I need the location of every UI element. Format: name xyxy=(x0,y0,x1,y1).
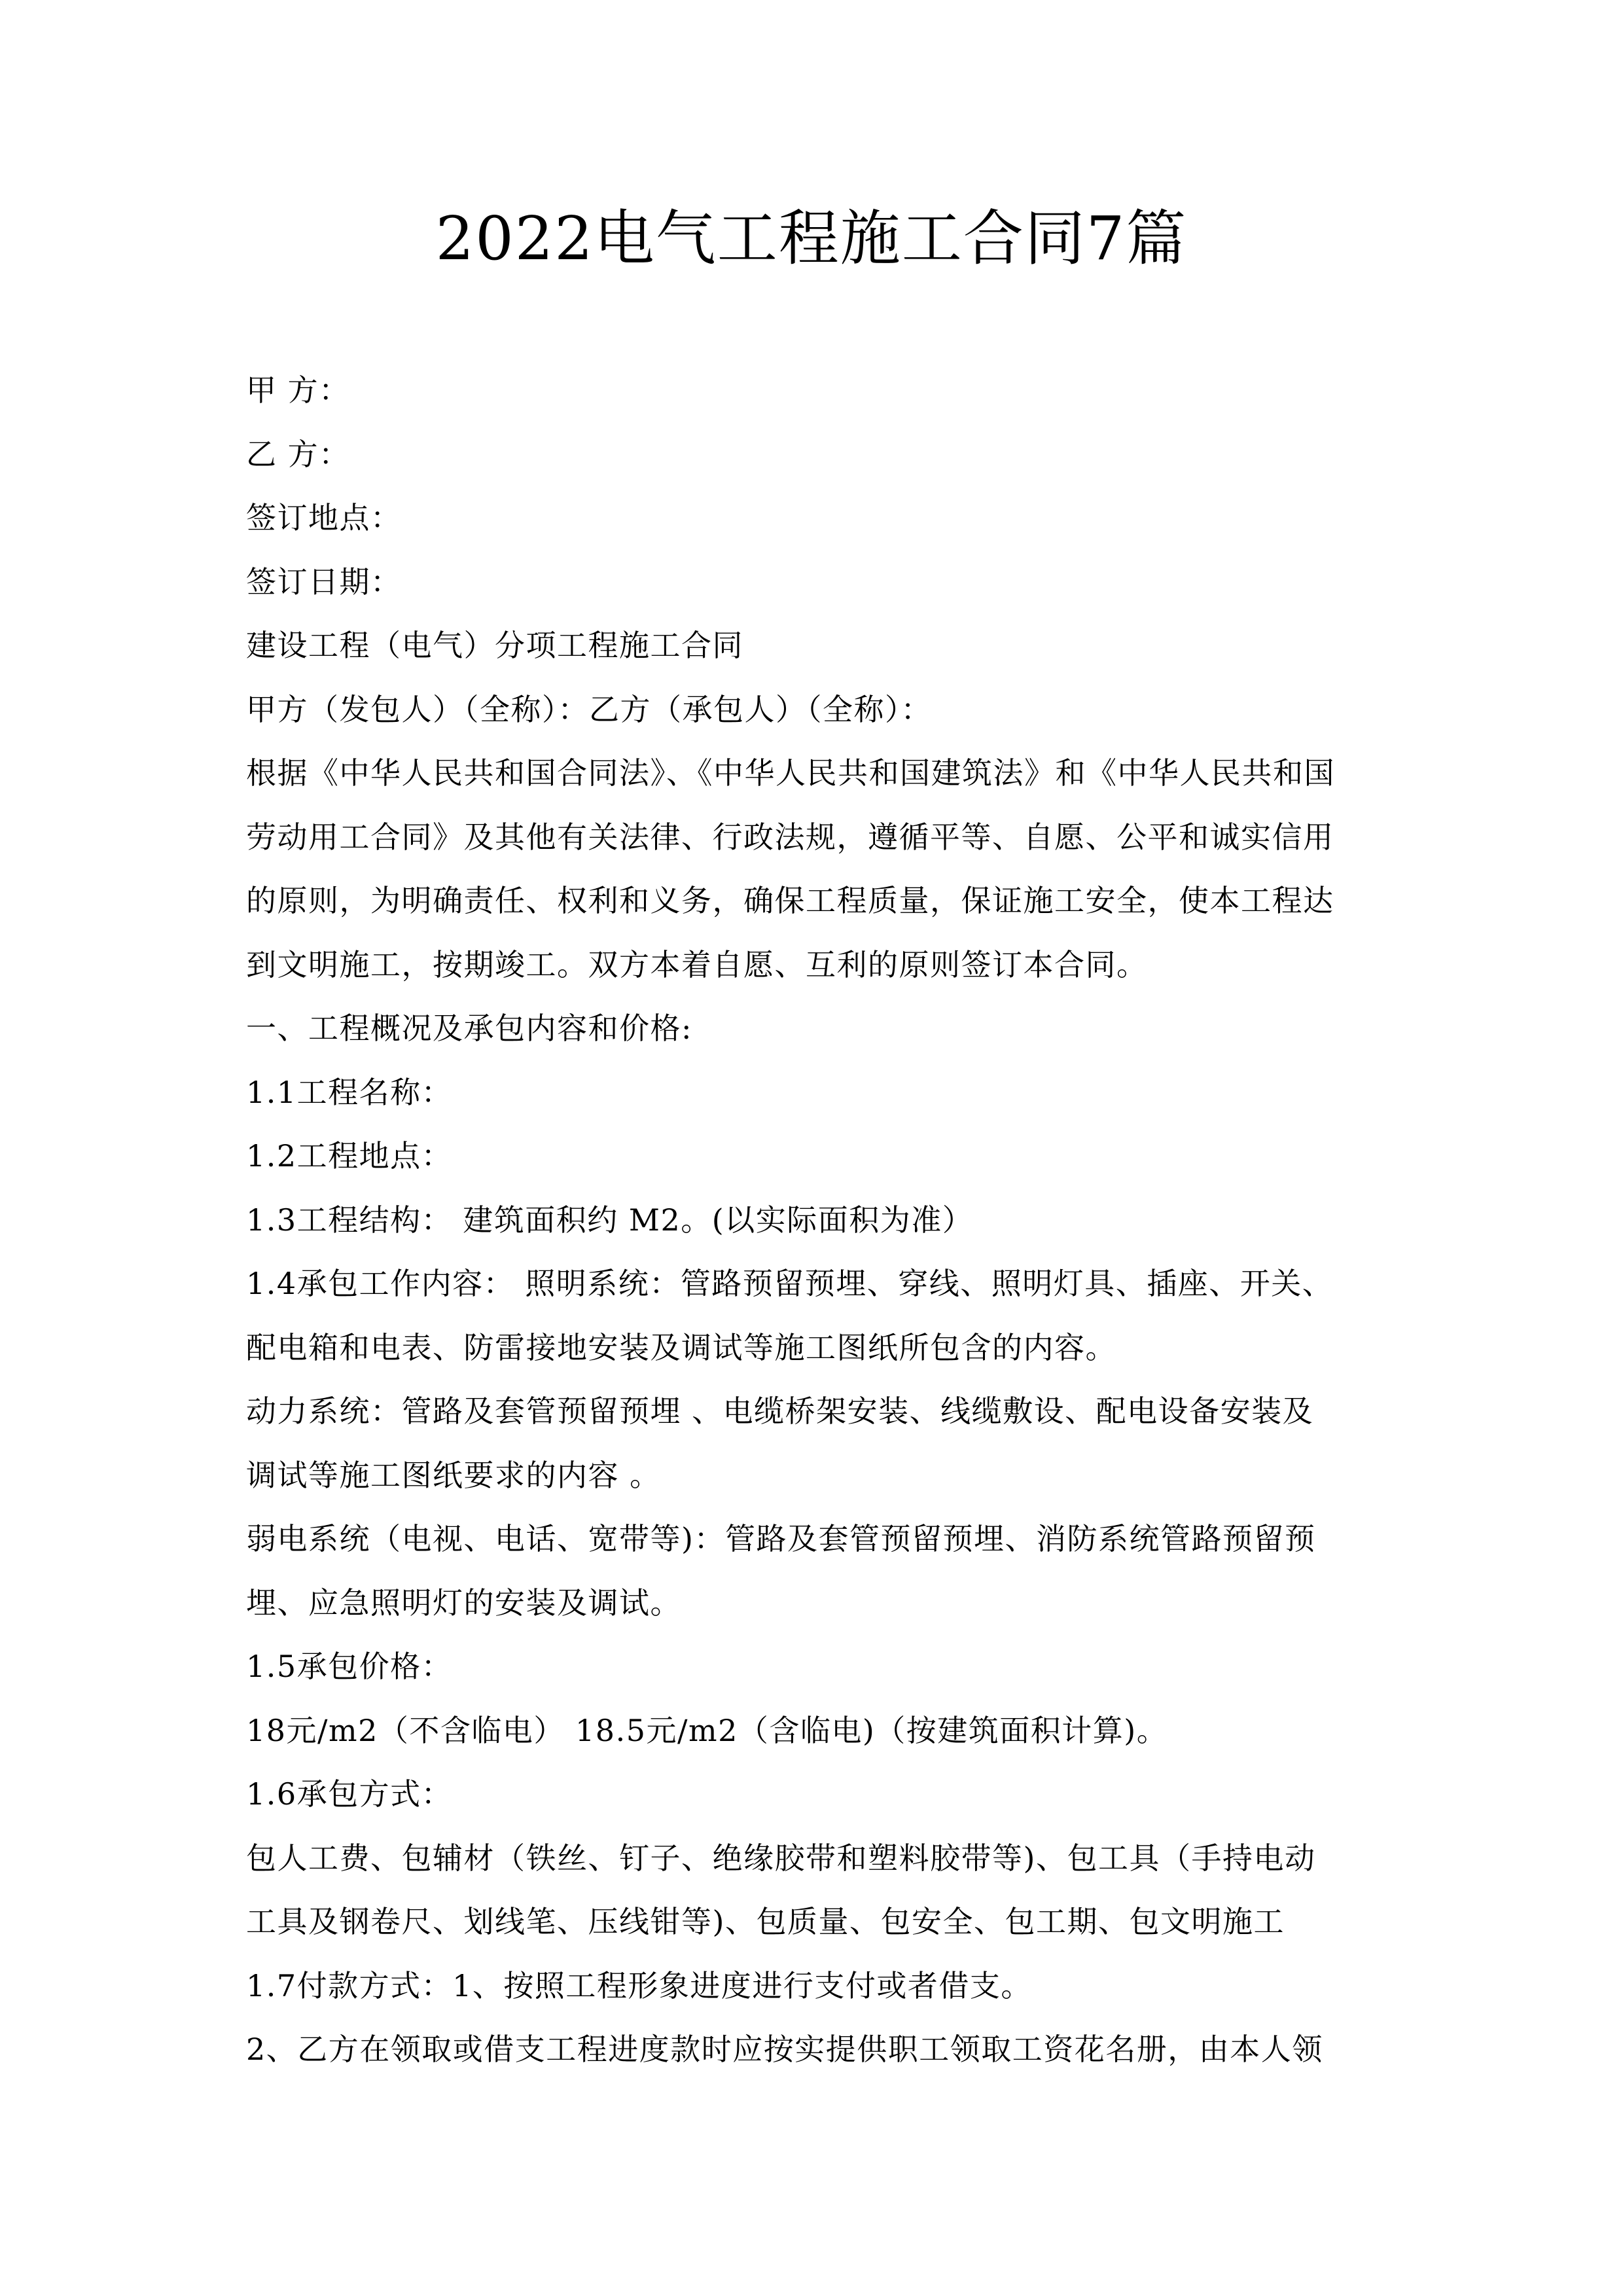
section-heading: 一、工程概况及承包内容和价格: xyxy=(246,1011,692,1046)
signing-place-line: 签订地点： xyxy=(246,500,402,535)
parties-fullname-line: 甲方（发包人）（全称）：乙方（承包人）（全称）： xyxy=(246,691,932,727)
clause-1-7: 1.7付款方式：1、按照工程形象进度进行支付或者借支。 xyxy=(246,1967,1032,2003)
power-system-line: 动力系统：管路及套管预留预埋 、电缆桥架安装、线缆敷设、配电设备安装及 xyxy=(246,1393,1314,1429)
contract-mode-line: 包人工费、包辅材（铁丝、钉子、绝缘胶带和塑料胶带等)、包工具（手持电动 xyxy=(246,1840,1316,1876)
preamble-line: 劳动用工合同》及其他有关法律、行政法规，遵循平等、自愿、公平和诚实信用 xyxy=(246,819,1334,855)
contract-subtitle: 建设工程（电气）分项工程施工合同 xyxy=(246,628,743,663)
preamble-line: 的原则，为明确责任、权利和义务，确保工程质量，保证施工安全，使本工程达 xyxy=(246,883,1334,918)
clause-1-4-cont: 配电箱和电表、防雷接地安装及调试等施工图纸所包含的内容。 xyxy=(246,1329,1116,1365)
payment-item-2: 2、乙方在领取或借支工程进度款时应按实提供职工领取工资花名册，由本人领 xyxy=(246,2032,1323,2067)
weak-current-line: 弱电系统（电视、电话、宽带等)：管路及套管预留预埋、消防系统管路预留预 xyxy=(246,1521,1316,1556)
power-system-cont: 调试等施工图纸要求的内容 。 xyxy=(246,1457,661,1493)
party-a-line: 甲 方： xyxy=(246,372,350,408)
signing-date-line: 签订日期： xyxy=(246,564,402,600)
clause-1-3: 1.3工程结构： 建筑面积约 M2。(以实际面积为准） xyxy=(246,1202,974,1238)
contract-mode-cont: 工具及钢卷尺、划线笔、压线钳等)、包质量、包安全、包工期、包文明施工 xyxy=(246,1904,1285,1939)
party-b-line: 乙 方： xyxy=(246,436,350,472)
clause-1-1: 1.1工程名称： xyxy=(246,1074,453,1110)
clause-1-6: 1.6承包方式： xyxy=(246,1776,453,1812)
clause-1-5: 1.5承包价格： xyxy=(246,1649,453,1684)
document-body xyxy=(246,359,1398,2082)
price-line: 18元/m2（不含临电） 18.5元/m2（含临电)（按建筑面积计算)。 xyxy=(246,1712,1168,1748)
clause-1-4: 1.4承包工作内容： 照明系统：管路预留预埋、穿线、照明灯具、插座、开关、 xyxy=(246,1266,1334,1301)
document-title: 2022电气工程施工合同7篇 xyxy=(435,204,1188,274)
preamble-line: 到文明施工，按期竣工。双方本着自愿、互利的原则签订本合同。 xyxy=(246,946,1148,982)
preamble-line: 根据《中华人民共和国合同法》、《中华人民共和国建筑法》和《中华人民共和国 xyxy=(246,755,1335,791)
clause-1-2: 1.2工程地点： xyxy=(246,1138,453,1174)
weak-current-cont: 埋、应急照明灯的安装及调试。 xyxy=(246,1585,681,1621)
